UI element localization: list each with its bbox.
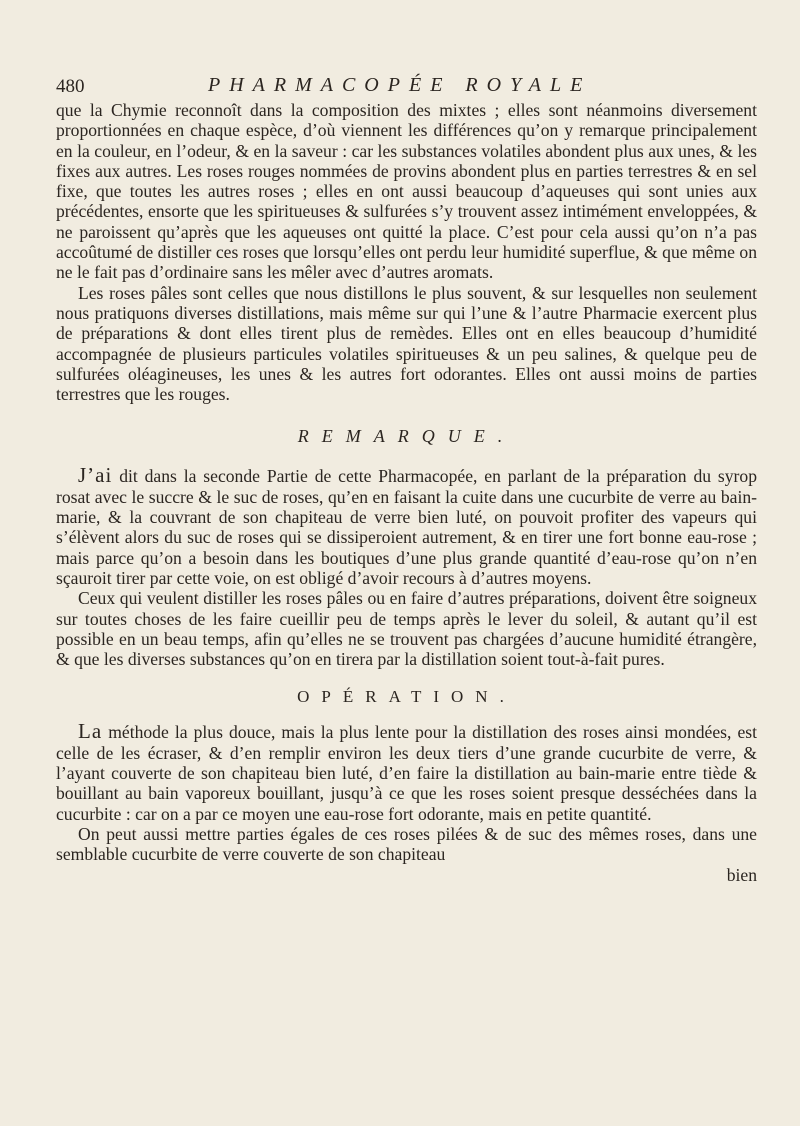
paragraph-5-lead: La bbox=[78, 719, 103, 744]
remarque-heading: REMARQUE. bbox=[297, 426, 516, 447]
paragraph-2: Les roses pâles sont celles que nous distillons le plus souvent, & sur lesquelles non seulement nous pratiquons diverses distillations, mais même sur qui l’une & l’autre Pharmacie exercent plus de préparations & dont elles tirent plus de remèdes. Elles ont en elles beaucoup d’humidité accompagnée de plusieurs particules volatiles spiritueuses & un peu salines, & quelque peu de sulfurées oléagineuses, les unes & les autres fort odorantes. Elles ont aussi moins de parties terrestres que les rouges. bbox=[56, 282, 757, 405]
operation-heading: OPÉRATION. bbox=[297, 687, 516, 707]
catchword: bien bbox=[726, 864, 757, 885]
paragraph-3-lead: J’ai bbox=[78, 463, 113, 488]
running-title: PHARMACOPÉE ROYALE bbox=[208, 74, 592, 96]
page-body bbox=[56, 100, 757, 885]
page-header bbox=[56, 74, 756, 100]
paragraph-3-text: dit dans la seconde Partie de cette Pharmacopée, en parlant de la préparation du syrop rosat avec le succre & le suc de roses, qu’en en faisant la cuite dans une cucurbite de verre au bain-marie, & la couvrant de son chapiteau de verre bien luté, on pouvoit profiter des vapeurs qui s’élèvent alors du suc de roses qui se dissiperoient autrement, & en tirer une fort bonne eau-rose ; mais parce qu’on a besoin dans les boutiques d’une plus grande quantité d’eau-rose qu’on n’en sçauroit tirer par cette voie, on est obligé d’avoir recours à d’autres moyens. bbox=[56, 466, 757, 588]
paragraph-6: On peut aussi mettre parties égales de ces roses pilées & de suc des mêmes roses, dans une semblable cucurbite de verre couverte de son chapiteau bbox=[56, 823, 757, 865]
paragraph-5-text: méthode la plus douce, mais la plus lente pour la distillation des roses ainsi mondées, est celle de les écraser, & d’en remplir environ les deux tiers d’une grande cucurbite de verre, & l’ayant couverte de son chapiteau bien luté, d’en faire la distillation au bain-marie entre tiède & bouillant au bain vaporeux bouillant, jusqu’à ce que les roses soient presque desséchées dans la cucurbite : car on a par ce moyen une eau-rose fort odorante, mais en petite quantité. bbox=[56, 722, 757, 824]
page-number: 480 bbox=[56, 76, 85, 97]
paragraph-1: que la Chymie reconnoît dans la composition des mixtes ; elles sont néanmoins diversement proportionnées en chaque espèce, d’où viennent les différences qu’on y remarque principalement en la couleur, en l’odeur, & en la saveur : car les substances volatiles abondent plus aux unes, & les fixes aux autres. Les roses rouges nommées de provins abondent plus en parties terrestres & en sel fixe, que toutes les autres roses ; elles en ont aussi beaucoup d’aqueuses qui sont unies aux précédentes, ensorte que les spiritueuses & sulfurées s’y trouvent assez intimément enveloppées, & ne paroissent qu’après que les aqueuses ont quitté la place. C’est pour cela aussi qu’on n’a pas accoûtumé de distiller ces roses que lorsqu’elles ont perdu leur humidité superflue, & que même on ne le fait pas d’ordinaire sans les mêler avec d’autres aromats. bbox=[56, 100, 757, 283]
paragraph-3 bbox=[56, 465, 757, 588]
paragraph-4: Ceux qui veulent distiller les roses pâles ou en faire d’autres préparations, doivent être soigneux sur toutes choses de les faire cueillir peu de temps après le lever du soleil, & autant qu’il est possible en un beau temps, afin qu’elles ne se trouvent pas chargées d’aucune humidité étrangère, & que les diverses substances qu’on en tirera par la distillation soient tout-à-fait pures. bbox=[56, 588, 757, 670]
paragraph-5 bbox=[56, 721, 757, 823]
